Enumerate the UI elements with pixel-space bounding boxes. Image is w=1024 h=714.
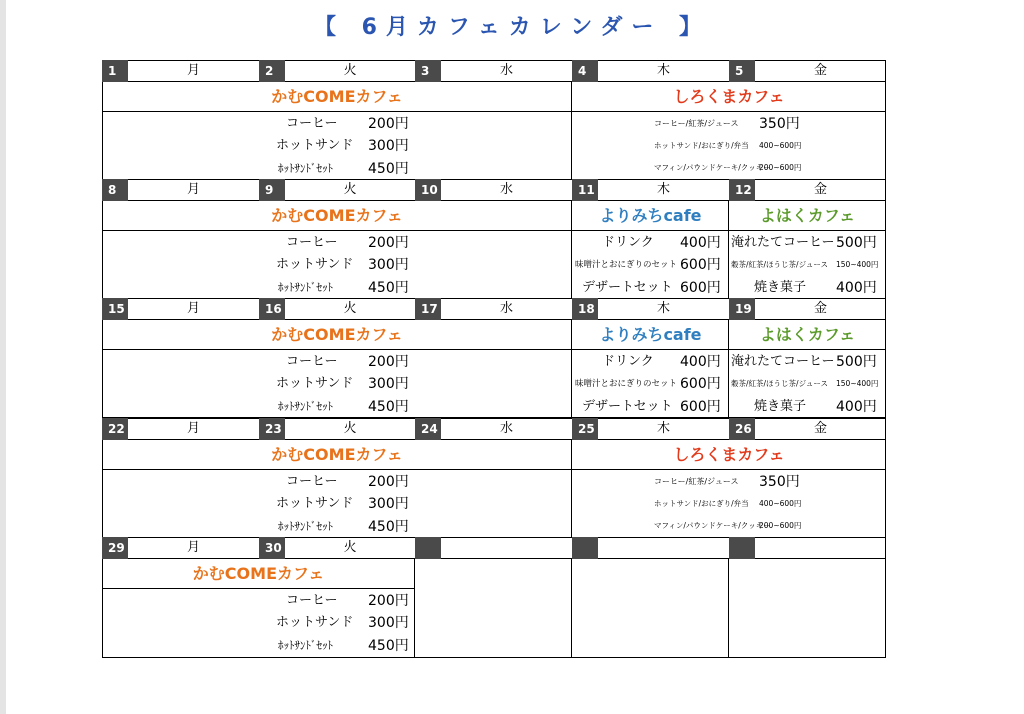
weekday-mon: 月 xyxy=(186,540,200,555)
menu-item-price: 450円 xyxy=(368,519,409,535)
cafe-name-kamucome: かむCOMEカフェ xyxy=(271,445,403,464)
menu-item-name: 穀茶/紅茶/ほうじ茶/ジュース xyxy=(731,379,829,388)
menu-item-name: ホットサンド xyxy=(276,257,354,272)
day-number: 26 xyxy=(729,418,755,440)
day-number: 16 xyxy=(259,298,285,320)
cafe-name-shirokuma: しろくまカフェ xyxy=(673,87,785,106)
cafe-name-kamucome: かむCOMEカフェ xyxy=(271,206,403,225)
day-number: 3 xyxy=(415,60,441,82)
menu-item-name: ドリンク xyxy=(602,235,654,250)
day-number: 1 xyxy=(102,60,128,82)
empty-day-box xyxy=(729,537,755,559)
menu-item-price: 450円 xyxy=(368,638,409,654)
weekday-fri: 金 xyxy=(813,421,827,436)
day-number: 9 xyxy=(259,179,285,201)
menu-item-price: 200~600円 xyxy=(759,163,802,172)
weekday-fri: 金 xyxy=(813,182,827,197)
cafe-name-kamucome: かむCOMEカフェ xyxy=(271,87,403,106)
weekday-mon: 月 xyxy=(186,301,200,316)
menu-item-name: ホットサンド/おにぎり/弁当 xyxy=(654,141,749,150)
weekday-tue: 火 xyxy=(343,540,357,555)
menu-item-price: 600円 xyxy=(680,280,721,296)
menu-item-price: 400円 xyxy=(836,280,877,296)
day-number: 5 xyxy=(729,60,755,82)
weekday-fri: 金 xyxy=(813,301,827,316)
menu-item-price: 450円 xyxy=(368,399,409,415)
weekday-tue: 火 xyxy=(343,63,357,78)
cafe-name-yorimichi: よりみちcafe xyxy=(599,206,702,225)
cafe-name-yorimichi: よりみちcafe xyxy=(599,325,702,344)
cafe-name-kamucome: かむCOMEカフェ xyxy=(271,325,403,344)
weekday-fri: 金 xyxy=(813,63,827,78)
cafe-name-yohaku: よはくカフェ xyxy=(759,206,856,225)
menu-item-name: 淹れたてコーヒー xyxy=(731,354,835,369)
menu-item-name: ﾎｯﾄｻﾝﾄﾞｾｯﾄ xyxy=(278,520,333,533)
menu-item-price: 400円 xyxy=(836,399,877,415)
calendar-grid xyxy=(102,60,886,658)
menu-item-name: デザートセット xyxy=(582,399,673,414)
menu-item-name: 焼き菓子 xyxy=(754,399,807,414)
day-number: 17 xyxy=(415,298,441,320)
cafe-name-shirokuma: しろくまカフェ xyxy=(673,445,785,464)
menu-item-price: 400~600円 xyxy=(759,499,802,508)
menu-item-price: 300円 xyxy=(368,615,409,631)
menu-item-price: 350円 xyxy=(759,116,800,132)
menu-item-name: ﾎｯﾄｻﾝﾄﾞｾｯﾄ xyxy=(278,281,333,294)
menu-item-price: 400~600円 xyxy=(759,141,802,150)
cafe-name-yohaku: よはくカフェ xyxy=(759,325,856,344)
day-number: 22 xyxy=(102,418,128,440)
weekday-wed: 水 xyxy=(499,421,513,436)
menu-item-price: 300円 xyxy=(368,376,409,392)
empty-cell xyxy=(729,559,886,658)
day-number: 19 xyxy=(729,298,755,320)
empty-cell xyxy=(572,559,729,658)
day-number: 4 xyxy=(572,60,598,82)
menu-item-price: 150~400円 xyxy=(836,379,879,388)
empty-day-box xyxy=(572,537,598,559)
menu-item-price: 600円 xyxy=(680,399,721,415)
day-number: 15 xyxy=(102,298,128,320)
menu-item-name: 味噌汁とおにぎりのセット xyxy=(575,260,678,270)
menu-item-name: ホットサンド xyxy=(276,615,354,630)
menu-item-price: 300円 xyxy=(368,257,409,273)
menu-item-price: 200円 xyxy=(368,593,409,609)
weekday-thu: 木 xyxy=(656,421,670,436)
empty-day-box xyxy=(415,537,441,559)
menu-item-price: 450円 xyxy=(368,161,409,177)
menu-item-price: 200円 xyxy=(368,116,409,132)
weekday-wed: 水 xyxy=(499,301,513,316)
menu-item-name: ホットサンド/おにぎり/弁当 xyxy=(654,499,749,508)
menu-item-name: コーヒー xyxy=(286,354,338,369)
day-number: 11 xyxy=(572,179,598,201)
menu-item-price: 350円 xyxy=(759,474,800,490)
page-title: 【 6月カフェカレンダー 】 xyxy=(313,15,711,40)
day-number: 30 xyxy=(259,537,285,559)
cafe-name-kamucome: かむCOMEカフェ xyxy=(192,564,325,583)
menu-item-price: 300円 xyxy=(368,138,409,154)
day-number: 24 xyxy=(415,418,441,440)
menu-item-price: 400円 xyxy=(680,354,721,370)
day-number: 23 xyxy=(259,418,285,440)
menu-item-name: マフィン/パウンドケーキ/クッキー xyxy=(654,163,771,172)
menu-item-price: 200円 xyxy=(368,474,409,490)
weekday-thu: 木 xyxy=(656,63,670,78)
menu-item-price: 200円 xyxy=(368,354,409,370)
menu-item-price: 500円 xyxy=(836,235,877,251)
menu-item-price: 300円 xyxy=(368,496,409,512)
day-number: 10 xyxy=(415,179,441,201)
day-number: 12 xyxy=(729,179,755,201)
page-edge xyxy=(0,0,6,714)
menu-item-name: ﾎｯﾄｻﾝﾄﾞｾｯﾄ xyxy=(278,639,333,652)
menu-item-name: 淹れたてコーヒー xyxy=(731,235,835,250)
menu-item-name: コーヒー xyxy=(286,116,338,131)
menu-item-name: コーヒー xyxy=(286,474,338,489)
weekday-thu: 木 xyxy=(656,182,670,197)
menu-item-name: 味噌汁とおにぎりのセット xyxy=(575,379,678,389)
menu-item-name: コーヒー xyxy=(286,593,338,608)
weekday-tue: 火 xyxy=(343,182,357,197)
menu-item-price: 450円 xyxy=(368,280,409,296)
weekday-mon: 月 xyxy=(186,182,200,197)
weekday-wed: 水 xyxy=(499,63,513,78)
menu-item-price: 600円 xyxy=(680,257,721,273)
menu-item-price: 400円 xyxy=(680,235,721,251)
day-number: 25 xyxy=(572,418,598,440)
menu-item-name: デザートセット xyxy=(582,280,673,295)
menu-item-name: マフィン/パウンドケーキ/クッキー xyxy=(654,521,771,530)
day-number: 8 xyxy=(102,179,128,201)
weekday-mon: 月 xyxy=(186,421,200,436)
weekday-thu: 木 xyxy=(656,301,670,316)
menu-item-name: 穀茶/紅茶/ほうじ茶/ジュース xyxy=(731,260,829,269)
menu-item-price: 200~600円 xyxy=(759,521,802,530)
day-number: 29 xyxy=(102,537,128,559)
menu-item-price: 600円 xyxy=(680,376,721,392)
menu-item-name: コーヒー/紅茶/ジュース xyxy=(654,477,739,486)
weekday-wed: 水 xyxy=(499,182,513,197)
weekday-tue: 火 xyxy=(343,301,357,316)
menu-item-price: 200円 xyxy=(368,235,409,251)
menu-item-price: 150~400円 xyxy=(836,260,879,269)
weekday-tue: 火 xyxy=(343,421,357,436)
menu-item-name: コーヒー/紅茶/ジュース xyxy=(654,119,739,128)
day-number: 2 xyxy=(259,60,285,82)
menu-item-name: ドリンク xyxy=(602,354,654,369)
menu-item-name: ホットサンド xyxy=(276,138,354,153)
menu-item-name: コーヒー xyxy=(286,235,338,250)
menu-item-name: ﾎｯﾄｻﾝﾄﾞｾｯﾄ xyxy=(278,400,333,413)
menu-item-name: ホットサンド xyxy=(276,496,354,511)
menu-item-name: ホットサンド xyxy=(276,376,354,391)
day-number: 18 xyxy=(572,298,598,320)
weekday-mon: 月 xyxy=(186,63,200,78)
menu-item-name: 焼き菓子 xyxy=(754,280,807,295)
empty-cell xyxy=(415,559,572,658)
menu-item-price: 500円 xyxy=(836,354,877,370)
menu-item-name: ﾎｯﾄｻﾝﾄﾞｾｯﾄ xyxy=(278,162,333,175)
